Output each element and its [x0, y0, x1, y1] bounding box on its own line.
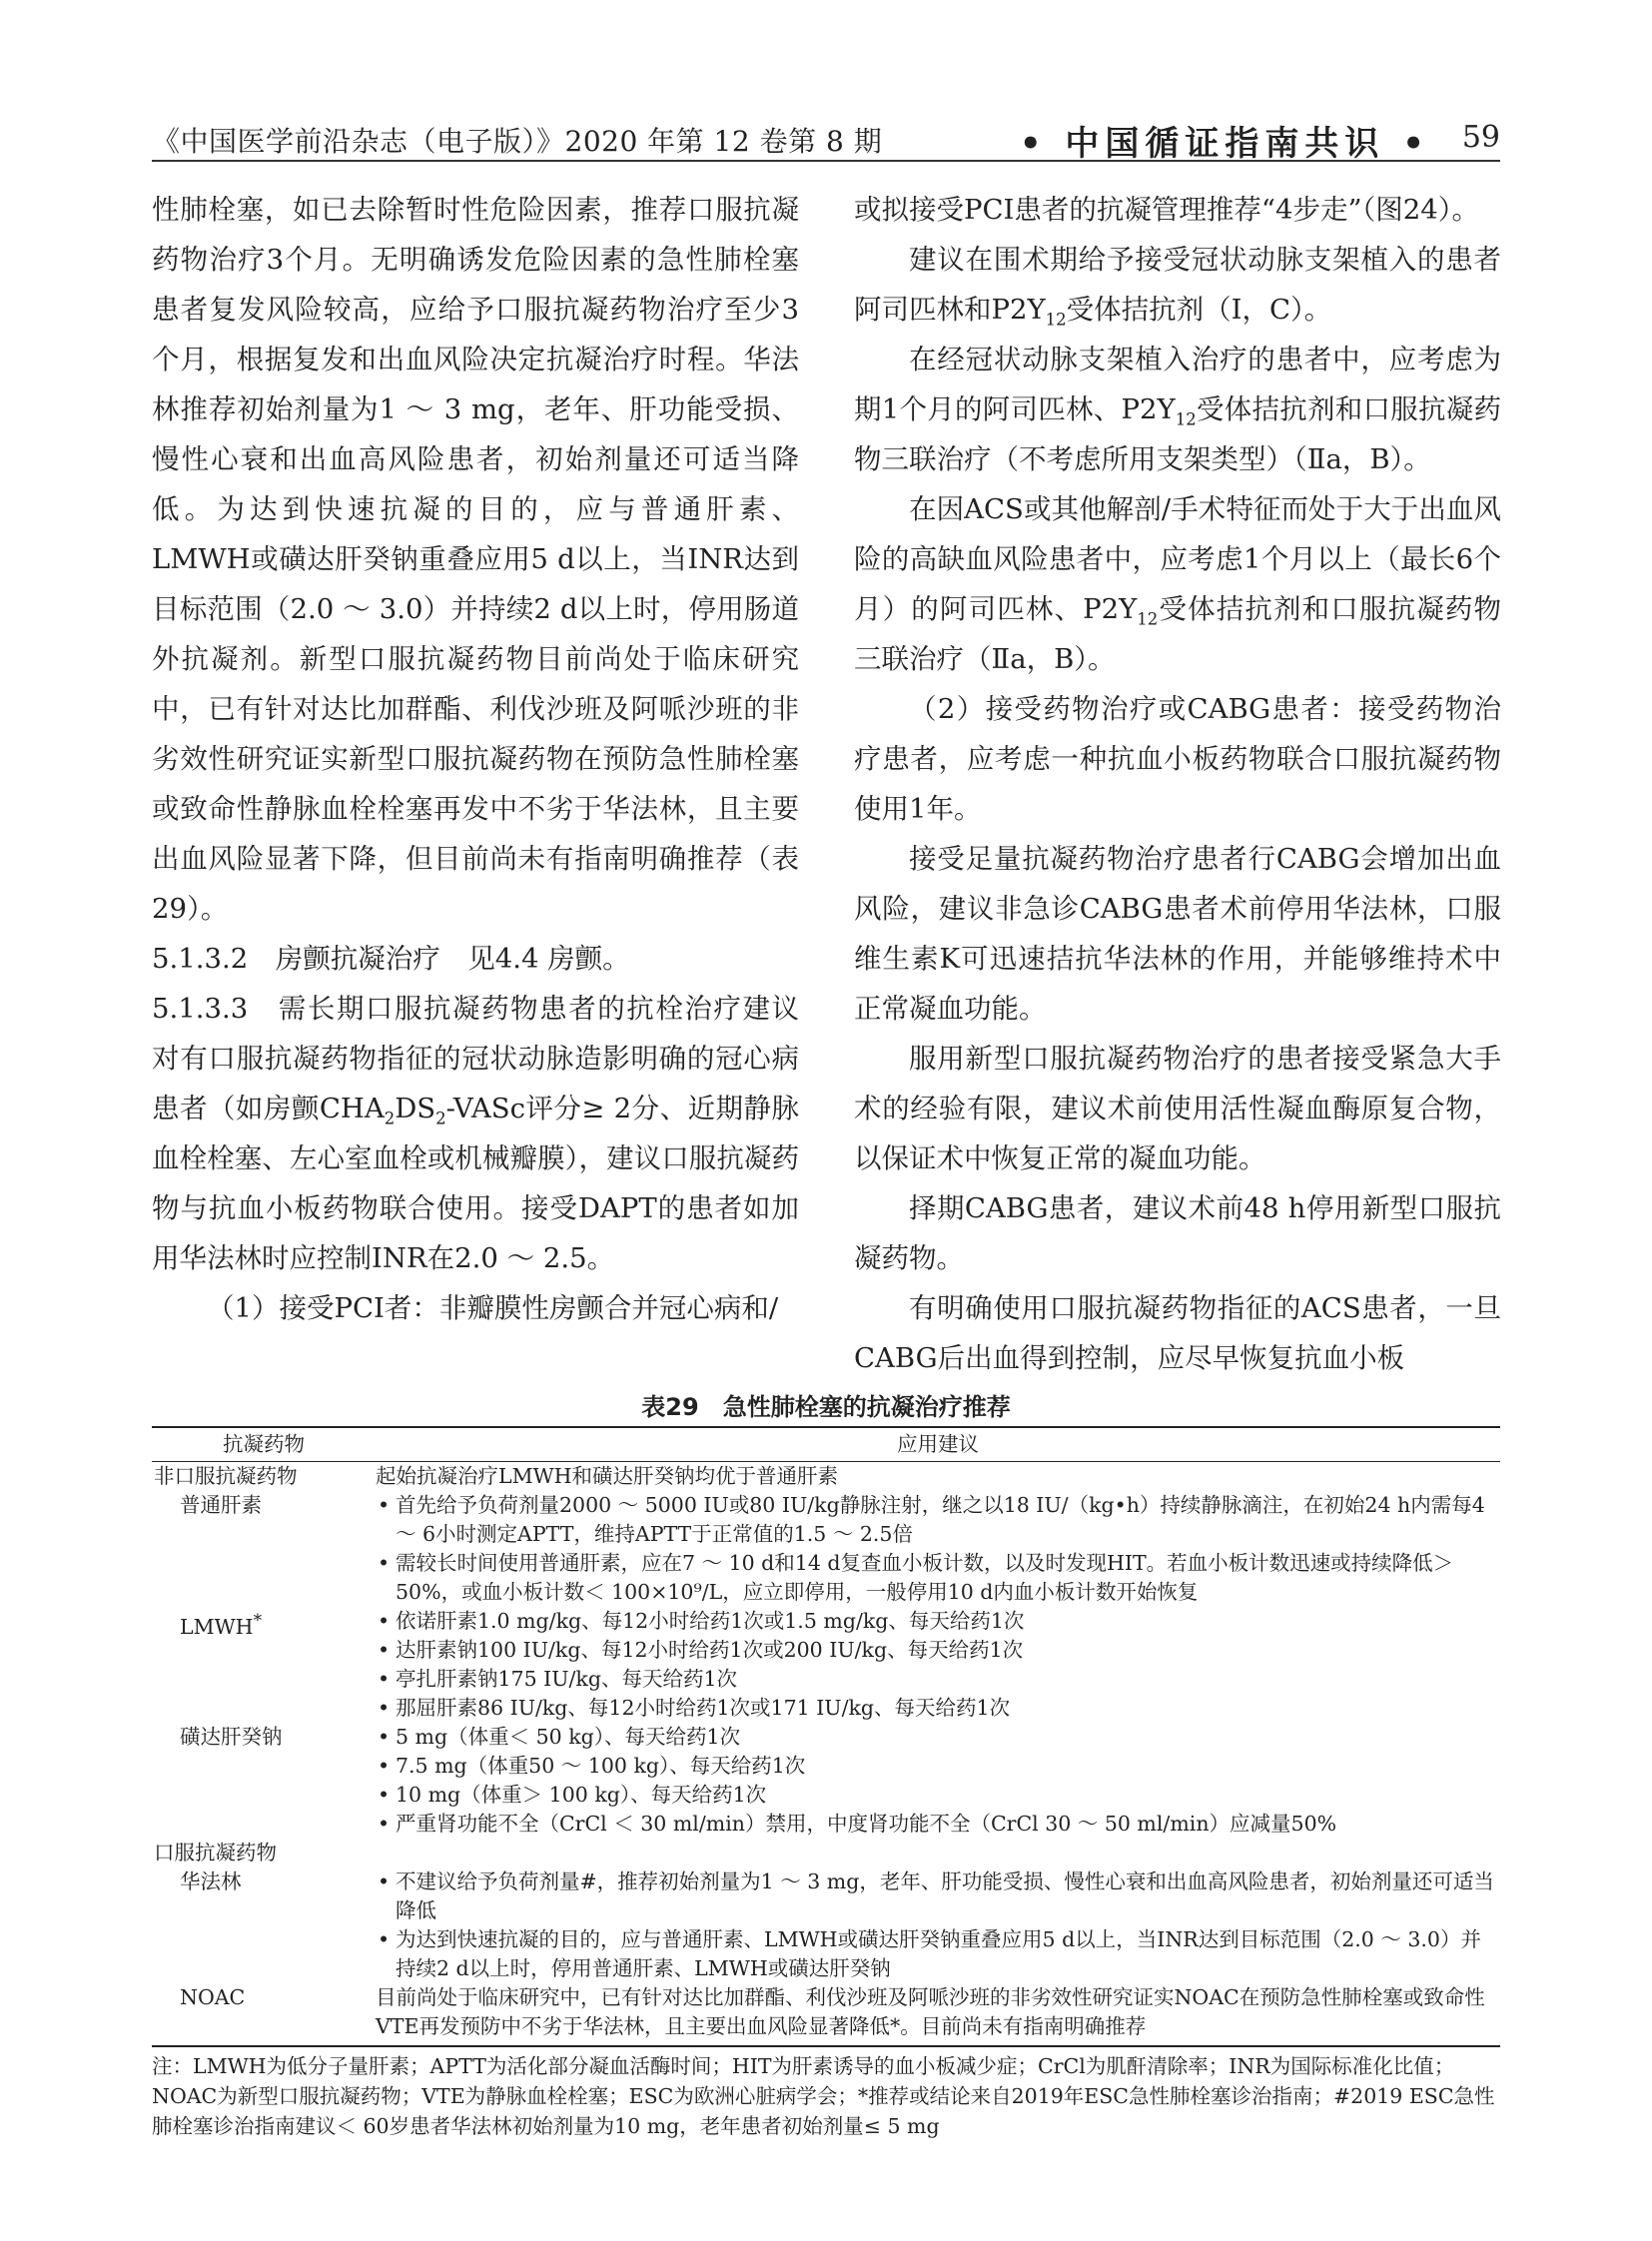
table-row: 非口服抗凝药物 起始抗凝治疗LMWH和磺达肝癸钠均优于普通肝素: [154, 1464, 839, 1488]
journal-title: 《中国医学前沿杂志（电子版）》2020 年第 12 卷第 8 期: [152, 125, 883, 158]
left-column: [152, 185, 827, 1333]
paragraph: 5.1.3.3 需长期口服抗凝药物患者的抗栓治疗建议 对有口服抗凝药物指征的冠状动脉造影明确的冠心病患者（如房颤$CHA_2DS_2$-VASc评分≥ 2分、近期静脉血栓栓塞、左心室血栓或机械瓣膜），建议口服抗凝药物与抗血小板药物联合使用。接受DAPT的患者如加用华法林时应控制INR在2.0 ～ 2.5。: [152, 993, 827, 1274]
paragraph: 接受足量抗凝药物治疗患者行CABG会增加出血风险，建议非急诊CABG患者术前停用华法林，口服维生素K可迅速拮抗华法林的作用，并能够维持术中正常凝血功能。: [854, 843, 1501, 1025]
list-item: • 不建议给予负荷剂量#，推荐初始剂量为1 ～ 3 mg，老年、肝功能受损、慢性心衰和出血高风险患者，初始剂量还可适当降低: [376, 1868, 1500, 1925]
section-heading: 5.1.3.2 房颤抗凝治疗 见4.4 房颤。: [152, 943, 630, 975]
paragraph: （2）接受药物治疗或CABG患者：接受药物治疗患者，应考虑一种抗血小板药物联合口服抗凝药物使用1年。: [854, 693, 1501, 825]
table-title: 表29 急性肺栓塞的抗凝治疗推荐: [641, 1393, 1011, 1421]
header-rule: [152, 160, 1500, 162]
table-note: 注：LMWH为低分子量肝素；APTT为活化部分凝血活酶时间；HIT为肝素诱导的血小板减少症；CrCl为肌酐清除率；INR为国际标准化比值；NOAC为新型口服抗凝药物；VTE为静脉血栓栓塞；ESC为欧洲心脏病学会；*推荐或结论来自2019年ESC急性肺栓塞诊治指南；#2019 ESC急性肺栓塞诊治指南建议＜ 60岁患者华法林初始剂量为10 mg，老年患者初始剂量≤ 5 mg: [152, 2054, 1495, 2138]
list-item: • 亭扎肝素钠175 IU/kg、每天给药1次: [376, 1665, 1500, 1694]
table-header-drug: 抗凝药物: [152, 1427, 376, 1462]
paragraph: 服用新型口服抗凝药物治疗的患者接受紧急大手术的经验有限，建议术前使用活性凝血酶原复合物，以保证术中恢复正常的凝血功能。: [854, 1043, 1501, 1174]
list-item: • 那屈肝素86 IU/kg、每12小时给药1次或171 IU/kg、每天给药1次: [376, 1694, 1500, 1723]
table-29: [152, 1388, 1500, 2141]
paragraph: 在因ACS或其他解剖/手术特征而处于大于出血风险的高缺血风险患者中，应考虑1个月以上（最长6个月）的阿司匹林、$P2Y_{12}$受体拮抗剂和口服抗凝药物三联治疗（Ⅱa，B）。: [854, 493, 1502, 675]
paragraph: 在经冠状动脉支架植入治疗的患者中，应考虑为期1个月的阿司匹林、$P2Y_{12}$受体拮抗剂和口服抗凝药物三联治疗（不考虑所用支架类型）（Ⅱa，B）。: [854, 344, 1502, 475]
table-row: 华法林 • 不建议给予负荷剂量#，推荐初始剂量为1 ～ 3 mg，老年、肝功能受损、慢性心衰和出血高风险患者，初始剂量还可适当降低 • 为达到快速抗凝的目的，应与普通肝素、LMWH或磺达肝癸钠重叠应用5 d以上，当INR达到目标范围（2.0 ～ 3.0）并持续2 d以上时，停用普通肝素、LMWH或磺达肝癸钠: [152, 1868, 1500, 1983]
list-item: • 达肝素钠100 IU/kg、每12小时给药1次或200 IU/kg、每天给药1次: [376, 1636, 1500, 1665]
page-header: [152, 112, 1500, 164]
paragraph: 择期CABG患者，建议术前48 h停用新型口服抗凝药物。: [854, 1192, 1501, 1274]
table-row: 口服抗凝药物: [154, 1841, 277, 1865]
table-row: 磺达肝癸钠 • 5 mg（体重＜ 50 kg）、每天给药1次 • 7.5 mg（体重50 ～ 100 kg）、每天给药1次 • 10 mg（体重＞ 100 kg）、每天给药1次 • 严重肾功能不全（CrCl ＜ 30 ml/min）禁用，中度肾功能不全（CrCl 30 ～ 50 ml/min）应减量50%: [152, 1723, 1500, 1839]
list-item: • 5 mg（体重＜ 50 kg）、每天给药1次: [376, 1723, 1500, 1752]
right-column: [854, 185, 1501, 1383]
list-item: • 依诺肝素1.0 mg/kg、每12小时给药1次或1.5 mg/kg、每天给药1次: [376, 1607, 1500, 1636]
list-item: • 需较长时间使用普通肝素，应在7 ～ 10 d和14 d复查血小板计数，以及时发现HIT。若血小板计数迅速或持续降低＞50%，或血小板计数＜ 100×10⁹/L，应立即停用，一般停用10 d内血小板计数开始恢复: [376, 1549, 1500, 1607]
table-row: 普通肝素 • 首先给予负荷剂量2000 ～ 5000 IU或80 IU/kg静脉注射，继之以18 IU/（kg•h）持续静脉滴注，在初始24 h内需每4 ～ 6小时测定APTT，维持APTT于正常值的1.5 ～ 2.5倍 • 需较长时间使用普通肝素，应在7 ～ 10 d和14 d复查血小板计数，以及时发现HIT。若血小板计数迅速或持续降低＞50%，或血小板计数＜ 100×10⁹/L，应立即停用，一般停用10 d内血小板计数开始恢复: [152, 1491, 1500, 1607]
table-row: NOAC 目前尚处于临床研究中，已有针对达比加群酯、利伐沙班及阿哌沙班的非劣效性研究证实NOAC在预防急性肺栓塞或致命性VTE再发预防中不劣于华法林，且主要出血风险显著降低*。目前尚未有指南明确推荐: [152, 1983, 1500, 2046]
table-header-advice: 应用建议: [376, 1427, 1500, 1462]
list-item: • 为达到快速抗凝的目的，应与普通肝素、LMWH或磺达肝癸钠重叠应用5 d以上，当INR达到目标范围（2.0 ～ 3.0）并持续2 d以上时，停用普通肝素、LMWH或磺达肝癸钠: [376, 1925, 1500, 1983]
paragraph: （1）接受PCI者：非瓣膜性房颤合并冠心病和/: [207, 1292, 779, 1324]
paragraph: 建议在围术期给予接受冠状动脉支架植入的患者阿司匹林和$P2Y_{12}$受体拮抗剂（Ⅰ，C）。: [854, 244, 1501, 330]
anticoagulation-table: [152, 1426, 1500, 2047]
table-row: LMWH* • 依诺肝素1.0 mg/kg、每12小时给药1次或1.5 mg/kg、每天给药1次 • 达肝素钠100 IU/kg、每12小时给药1次或200 IU/kg、每天给药1次 • 亭扎肝素钠175 IU/kg、每天给药1次 • 那屈肝素86 IU/kg、每12小时给药1次或171 IU/kg、每天给药1次: [152, 1607, 1500, 1723]
list-item: • 首先给予负荷剂量2000 ～ 5000 IU或80 IU/kg静脉注射，继之以18 IU/（kg•h）持续静脉滴注，在初始24 h内需每4 ～ 6小时测定APTT，维持APTT于正常值的1.5 ～ 2.5倍: [376, 1491, 1500, 1549]
section-label: • 中国循证指南共识 •: [1019, 124, 1430, 164]
page-number: 59: [1461, 120, 1500, 155]
list-item: • 严重肾功能不全（CrCl ＜ 30 ml/min）禁用，中度肾功能不全（CrCl 30 ～ 50 ml/min）应减量50%: [376, 1810, 1500, 1839]
paragraph: 或拟接受PCI患者的抗凝管理推荐“4步走”（图24）。: [854, 194, 1480, 226]
list-item: • 10 mg（体重＞ 100 kg）、每天给药1次: [376, 1781, 1500, 1810]
paragraph: 有明确使用口服抗凝药物指征的ACS患者，一旦CABG后出血得到控制，应尽早恢复抗血小板: [854, 1292, 1501, 1374]
list-item: • 7.5 mg（体重50 ～ 100 kg）、每天给药1次: [376, 1752, 1500, 1781]
paragraph: 性肺栓塞，如已去除暂时性危险因素，推荐口服抗凝药物治疗3个月。无明确诱发危险因素的急性肺栓塞患者复发风险较高，应给予口服抗凝药物治疗至少3个月，根据复发和出血风险决定抗凝治疗时程。华法林推荐初始剂量为1 ～ 3 mg，老年、肝功能受损、慢性心衰和出血高风险患者，初始剂量还可适当降低。为达到快速抗凝的目的，应与普通肝素、LMWH或磺达肝癸钠重叠应用5 d以上，当INR达到目标范围（2.0 ～ 3.0）并持续2 d以上时，停用肠道外抗凝剂。新型口服抗凝药物目前尚处于临床研究中，已有针对达比加群酯、利伐沙班及阿哌沙班的非劣效性研究证实新型口服抗凝药物在预防急性肺栓塞或致命性静脉血栓栓塞再发中不劣于华法林，且主要出血风险显著下降，但目前尚未有指南明确推荐（表29）。: [152, 194, 799, 925]
